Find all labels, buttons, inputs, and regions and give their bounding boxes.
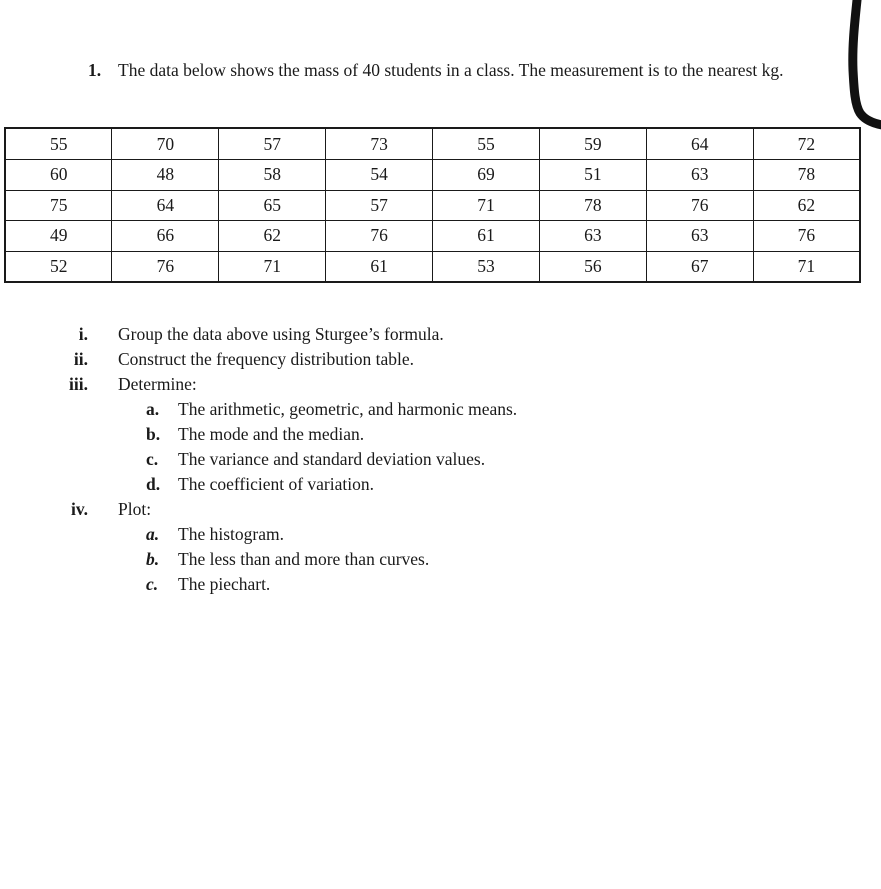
item-letter: a. [146, 524, 160, 544]
table-cell: 63 [539, 221, 646, 252]
part-numeral: iii. [69, 374, 88, 394]
table-cell: 54 [326, 160, 433, 191]
table-row [5, 190, 860, 221]
determine-item-a [0, 397, 700, 421]
part-numeral: i. [78, 324, 88, 344]
table-cell: 65 [219, 190, 326, 221]
table-body [5, 128, 860, 282]
table-cell: 56 [539, 251, 646, 282]
part-text: Group the data above using Sturgee’s formula. [118, 324, 444, 344]
part-iii [0, 372, 700, 396]
item-text: The variance and standard deviation values. [178, 449, 486, 469]
item-letter: b. [146, 424, 161, 444]
plot-item-b [0, 547, 700, 571]
part-ii [0, 347, 700, 371]
item-letter: d. [146, 474, 161, 494]
part-i [0, 322, 700, 346]
table-cell: 66 [112, 221, 219, 252]
table-cell: 51 [539, 160, 646, 191]
table-cell: 76 [753, 221, 860, 252]
determine-item-c [0, 447, 700, 471]
part-iv [0, 497, 700, 521]
table-cell: 55 [5, 128, 112, 160]
table-row [5, 251, 860, 282]
part-text: Plot: [118, 499, 152, 519]
part-text: Determine: [118, 374, 197, 394]
table-cell: 53 [433, 251, 540, 282]
table-row [5, 128, 860, 160]
table-cell: 60 [5, 160, 112, 191]
determine-item-b [0, 422, 700, 446]
table-cell: 71 [219, 251, 326, 282]
table-cell: 78 [753, 160, 860, 191]
table-row [5, 160, 860, 191]
table-cell: 63 [646, 160, 753, 191]
item-text: The mode and the median. [178, 424, 365, 444]
table-cell: 78 [539, 190, 646, 221]
question-text: The data below shows the mass of 40 students in a class. The measurement is to the nearest kg. [118, 60, 784, 80]
item-letter: b. [146, 549, 160, 569]
part-numeral: iv. [70, 499, 88, 519]
table-cell: 67 [646, 251, 753, 282]
item-text: The coefficient of variation. [178, 474, 374, 494]
question-1 [88, 59, 798, 82]
table-cell: 49 [5, 221, 112, 252]
handwritten-bracket-mark [846, 0, 881, 130]
table-cell: 73 [326, 128, 433, 160]
table-cell: 64 [112, 190, 219, 221]
item-text: The less than and more than curves. [178, 549, 430, 569]
table-row [5, 221, 860, 252]
plot-item-a [0, 522, 700, 546]
item-text: The arithmetic, geometric, and harmonic means. [178, 399, 518, 419]
part-numeral: ii. [73, 349, 88, 369]
table-cell: 76 [112, 251, 219, 282]
table-cell: 58 [219, 160, 326, 191]
mass-data-table [4, 127, 861, 283]
table-cell: 59 [539, 128, 646, 160]
table-cell: 48 [112, 160, 219, 191]
item-letter: c. [146, 449, 159, 469]
table-cell: 69 [433, 160, 540, 191]
item-text: The piechart. [178, 574, 271, 594]
table-cell: 72 [753, 128, 860, 160]
item-letter: c. [146, 574, 159, 594]
table-cell: 75 [5, 190, 112, 221]
question-number: 1. [88, 60, 102, 80]
table-cell: 62 [753, 190, 860, 221]
plot-item-c [0, 572, 700, 596]
table-cell: 61 [326, 251, 433, 282]
table-cell: 57 [219, 128, 326, 160]
item-text: The histogram. [178, 524, 284, 544]
table-cell: 55 [433, 128, 540, 160]
table-cell: 63 [646, 221, 753, 252]
table-cell: 62 [219, 221, 326, 252]
table-cell: 76 [326, 221, 433, 252]
part-text: Construct the frequency distribution table. [118, 349, 414, 369]
table-cell: 71 [433, 190, 540, 221]
table-cell: 57 [326, 190, 433, 221]
table-cell: 64 [646, 128, 753, 160]
determine-item-d [0, 472, 700, 496]
table-cell: 52 [5, 251, 112, 282]
table-cell: 61 [433, 221, 540, 252]
table-cell: 70 [112, 128, 219, 160]
table-cell: 76 [646, 190, 753, 221]
item-letter: a. [146, 399, 160, 419]
table-cell: 71 [753, 251, 860, 282]
